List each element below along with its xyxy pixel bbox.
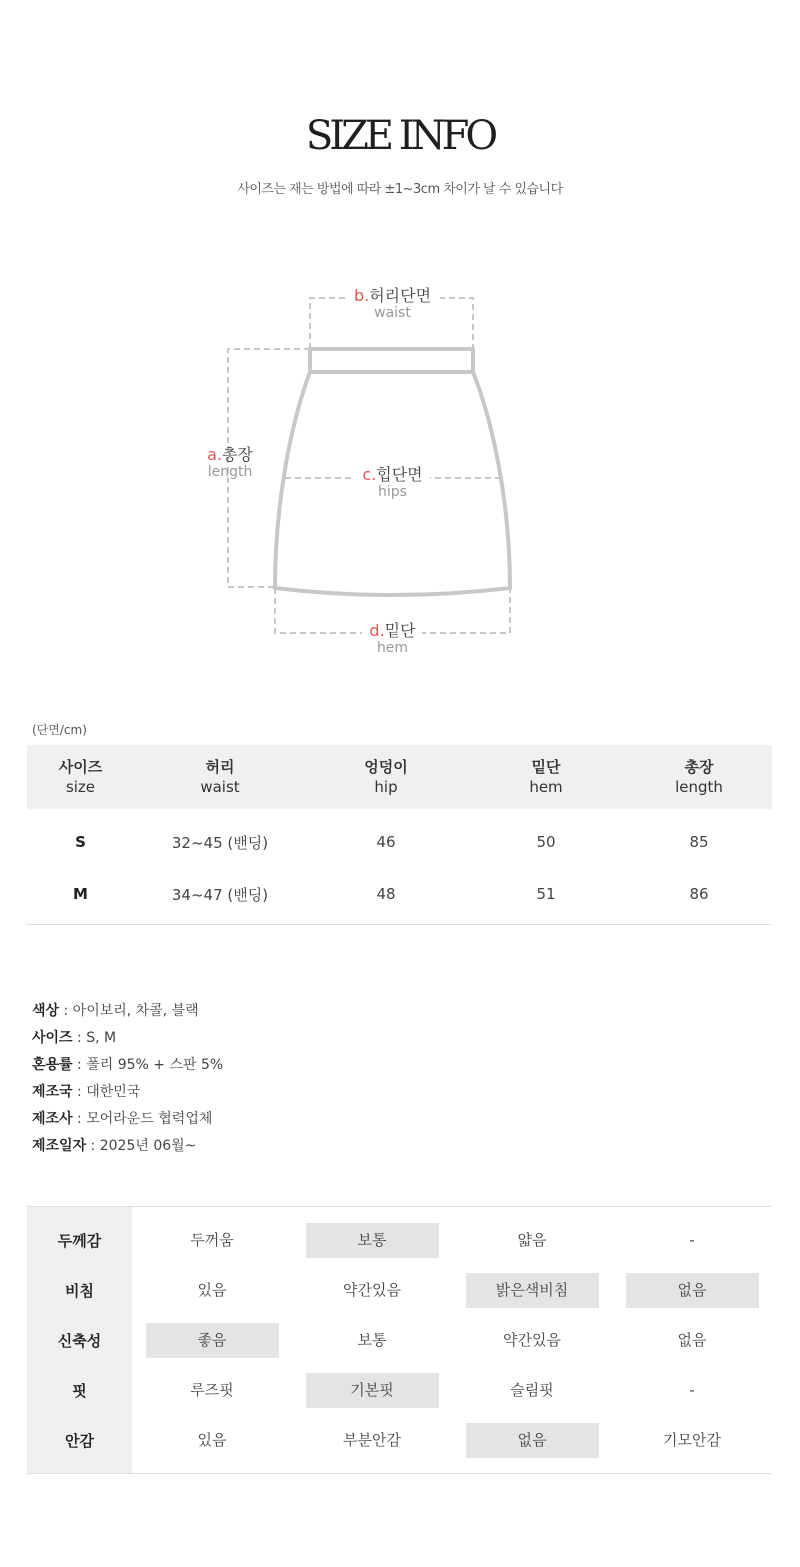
page-subtitle: 사이즈는 재는 방법에 따라 ±1~3cm 차이가 날 수 있습니다 [237, 182, 563, 197]
header-hip: 엉덩이 hip [306, 745, 466, 809]
attr-option: 보통 [306, 1223, 439, 1258]
table-row [27, 868, 772, 920]
page-title: SIZE INFO [305, 113, 495, 159]
info-country: 제조국 : 대한민국 [32, 1084, 141, 1100]
info-color: 색상 : 아이보리, 차콜, 블랙 [32, 1003, 199, 1019]
attr-option: 기모안감 [663, 1430, 721, 1449]
attr-option: 기본핏 [306, 1373, 439, 1408]
info-date: 제조일자 : 2025년 06월~ [32, 1138, 197, 1154]
info-size: 사이즈 : S, M [32, 1030, 117, 1046]
attr-option: 없음 [677, 1330, 707, 1349]
cell-length: 86 [689, 885, 709, 903]
divider [27, 924, 772, 925]
cell-size: S [75, 833, 86, 851]
attr-option: 약간있음 [503, 1330, 561, 1349]
attr-option: 보통 [357, 1330, 387, 1349]
label-waist: b.허리단면 waist [353, 286, 432, 322]
attr-row-sheerness [27, 1265, 772, 1315]
attr-row-stretch [27, 1315, 772, 1365]
table-row [27, 809, 772, 868]
size-table-header [27, 745, 772, 809]
product-info [32, 1000, 223, 1162]
fabric-attributes-table [27, 1206, 772, 1474]
attr-option: - [689, 1380, 695, 1399]
attr-row-lining [27, 1415, 772, 1474]
attr-option: 있음 [197, 1430, 227, 1449]
attr-option: 두꺼움 [190, 1230, 234, 1249]
attr-option: 있음 [197, 1280, 227, 1299]
table-unit-note: (단면/cm) [32, 723, 87, 737]
attr-option: 좋음 [146, 1323, 279, 1358]
header-hem: 밑단 hem [466, 745, 626, 809]
label-hips: c.힙단면 hips [362, 465, 423, 501]
info-manufacturer: 제조사 : 모어라운드 협력업체 [32, 1111, 213, 1127]
attr-name: 안감 [27, 1415, 132, 1474]
info-material: 혼용률 : 폴리 95% + 스판 5% [32, 1057, 224, 1073]
label-hem: d.밑단 hem [369, 621, 416, 657]
attr-row-fit [27, 1365, 772, 1415]
cell-hip: 46 [376, 833, 396, 851]
header-waist: 허리 waist [134, 745, 306, 809]
attr-name: 두께감 [27, 1207, 132, 1266]
cell-waist: 32~45 (밴딩) [171, 833, 269, 852]
attr-name: 비침 [27, 1265, 132, 1315]
attr-option: - [689, 1230, 695, 1249]
attr-option: 약간있음 [343, 1280, 401, 1299]
attr-option: 슬림핏 [510, 1380, 554, 1399]
skirt-waistband [310, 349, 473, 372]
attr-option: 없음 [626, 1273, 759, 1308]
label-length: a.총장 length [207, 445, 253, 481]
cell-hem: 50 [536, 833, 556, 851]
attr-option: 루즈핏 [190, 1380, 234, 1399]
attr-name: 핏 [27, 1365, 132, 1415]
header-size: 사이즈 size [27, 745, 134, 809]
cell-size: M [73, 885, 88, 903]
attr-option: 밝은색비침 [466, 1273, 599, 1308]
header-length: 총장 length [626, 745, 772, 809]
cell-hem: 51 [536, 885, 556, 903]
cell-hip: 48 [376, 885, 396, 903]
attr-option: 부분안감 [343, 1430, 401, 1449]
attr-option: 얇음 [517, 1230, 547, 1249]
attr-option: 없음 [466, 1423, 599, 1458]
cell-waist: 34~47 (밴딩) [171, 885, 269, 904]
attr-row-thickness [27, 1207, 772, 1266]
cell-length: 85 [689, 833, 709, 851]
attr-name: 신축성 [27, 1315, 132, 1365]
size-table [27, 745, 772, 920]
